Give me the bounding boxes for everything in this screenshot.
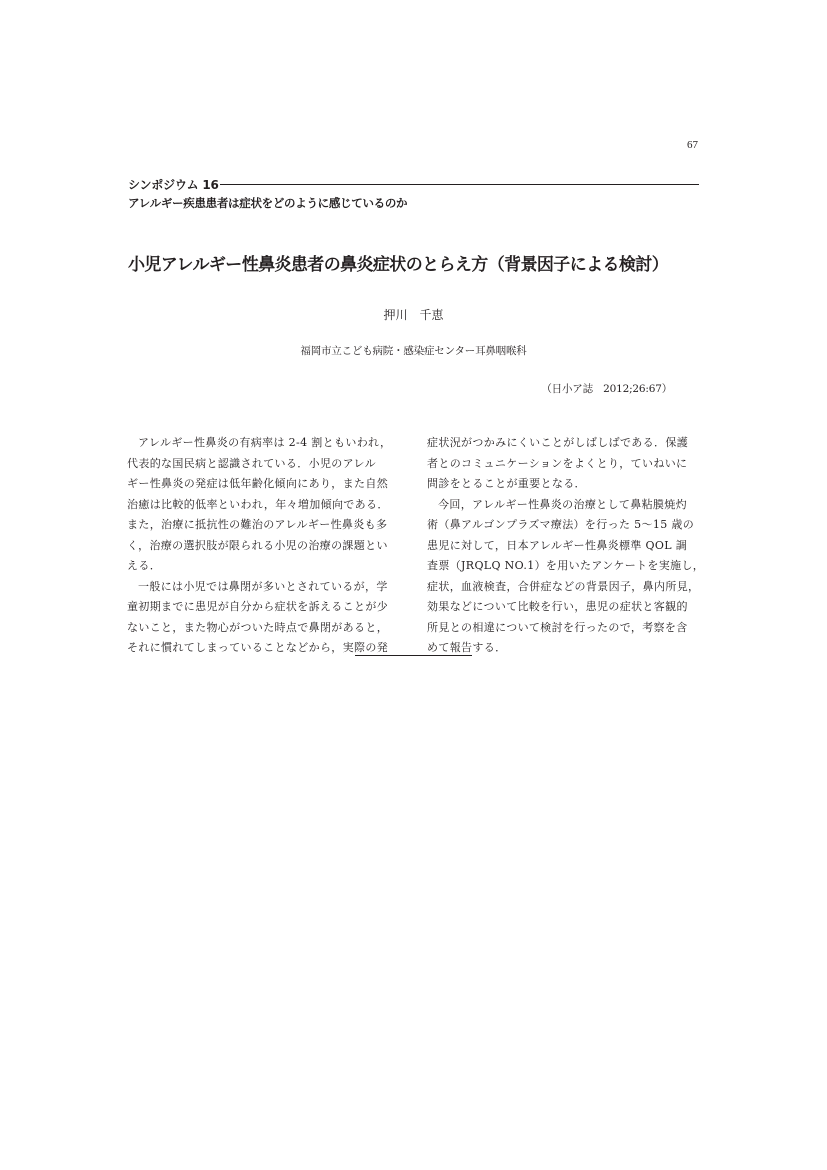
body-line: 所見との相違について検討を行ったので，考察を含 xyxy=(427,620,688,634)
body-line: 者とのコミュニケーションをよくとり，ていねいに xyxy=(427,456,688,470)
body-line: 術（鼻アルゴンプラズマ療法）を行った 5～15 歳の xyxy=(427,518,695,531)
body-line: 今回，アレルギー性鼻炎の治療として鼻粘膜焼灼 xyxy=(438,497,687,511)
page-number: 67 xyxy=(687,139,698,151)
body-line: 症状，血液検査，合併症などの背景因子，鼻内所見， xyxy=(427,579,700,593)
body-line: 患児に対して，日本アレルギー性鼻炎標準 QOL 調 xyxy=(427,538,688,552)
body-line: 症状況がつかみにくいことがしばしばである．保護 xyxy=(427,436,689,449)
body-line: ギー性鼻炎の発症は低年齢化傾向にあり，また自然 xyxy=(127,477,389,490)
body-line: ないこと，また物心がついた時点で鼻閉があると， xyxy=(127,620,389,634)
journal-citation: （日小ア誌 2012;26:67） xyxy=(541,383,672,395)
body-line: 査票（JRQLQ NO.1）を用いたアンケートを実施し， xyxy=(427,559,705,572)
body-column-left xyxy=(127,433,402,659)
body-line: 効果などについて比較を行い，患児の症状と客観的 xyxy=(427,600,688,613)
body-line: 治癒は比較的低率といわれ，年々増加傾向である． xyxy=(127,497,389,511)
body-line: めて報告する． xyxy=(427,641,507,654)
author-name: 押川 千恵 xyxy=(383,308,444,322)
symposium-theme: アレルギー疾患患者は症状をどのように感じているのか xyxy=(128,196,408,210)
author-affiliation: 福岡市立こども病院・感染症センター耳鼻咽喉科 xyxy=(300,345,527,357)
body-line: アレルギー性鼻炎の有病率は 2-4 割ともいわれ， xyxy=(138,436,392,449)
body-line: く，治療の選択肢が限られる小児の治療の課題とい xyxy=(127,538,388,552)
body-line: また，治療に抵抗性の難治のアレルギー性鼻炎も多 xyxy=(127,518,388,531)
symposium-header xyxy=(128,176,699,193)
body-line: 代表的な国民病と認識されている．小児のアレル xyxy=(127,456,376,470)
body-line: 問診をとることが重要となる． xyxy=(427,477,586,490)
body-column-right xyxy=(427,433,705,659)
body-line: 一般には小児では鼻閉が多いとされているが，学 xyxy=(138,579,388,593)
end-rule xyxy=(355,655,472,656)
article-title: 小児アレルギー性鼻炎患者の鼻炎症状のとらえ方（背景因子による検討） xyxy=(128,255,669,275)
body-line: 童初期までに患児が自分から症状を訴えることが少 xyxy=(127,600,389,613)
body-line: それに慣れてしまっていることなどから，実際の発 xyxy=(127,641,389,654)
symposium-label: シンポジウム 16 xyxy=(128,178,219,192)
body-line: える． xyxy=(127,559,162,572)
header-rule xyxy=(220,184,699,185)
